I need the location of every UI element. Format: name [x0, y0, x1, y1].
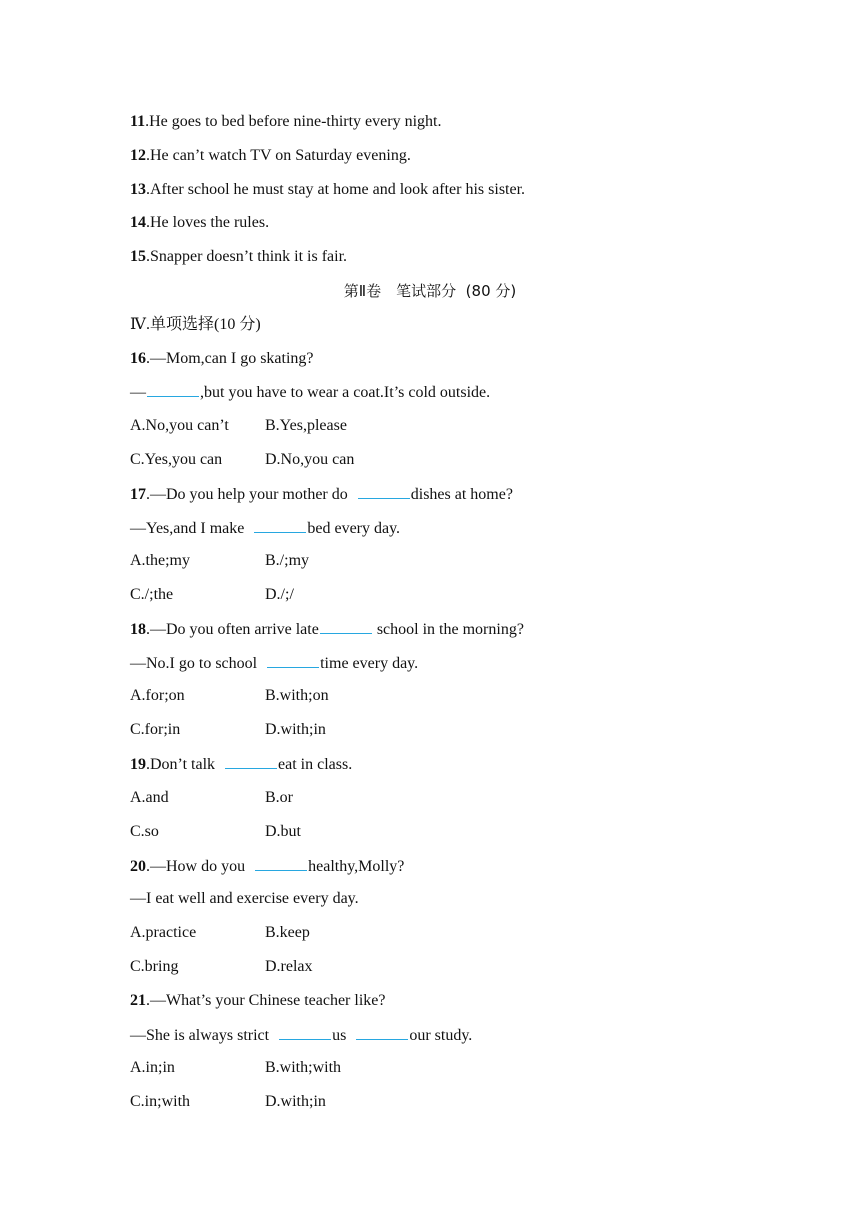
question-text: school in the morning?: [372, 621, 524, 638]
question-number: 18: [130, 621, 146, 638]
option-a: A.for;on: [130, 687, 185, 704]
reply-text: bed every day.: [307, 520, 401, 537]
question-20-stem: [130, 856, 404, 877]
item-text: .He can’t watch TV on Saturday evening.: [146, 147, 411, 164]
answer-blank: [225, 754, 277, 769]
item-text: .He loves the rules.: [146, 214, 270, 231]
reply-text: —No.I go to school: [130, 655, 262, 672]
question-number: 16: [130, 350, 146, 367]
question-18-reply: [130, 653, 418, 674]
question-text: .—What’s your Chinese teacher like?: [146, 992, 386, 1009]
reply-text: —She is always strict: [130, 1027, 274, 1044]
option-b: B.with;with: [265, 1059, 342, 1076]
question-number: 21: [130, 992, 146, 1009]
option-b: B.keep: [265, 924, 310, 941]
part-title: 第Ⅱ卷 笔试部分 (80 分): [343, 282, 517, 300]
item-14: [130, 213, 269, 233]
option-b: B.with;on: [265, 687, 329, 704]
item-text: .He goes to bed before nine-thirty every night.: [145, 113, 442, 130]
option-c: C.bring: [130, 958, 179, 975]
reply-prefix: —: [130, 384, 146, 401]
answer-blank: [358, 484, 410, 499]
question-number: 19: [130, 756, 146, 773]
item-13: [130, 180, 525, 200]
option-b: B./;my: [265, 552, 310, 569]
reply-text: our study.: [409, 1027, 473, 1044]
reply-text: ,but you have to wear a coat.It’s cold outside.: [200, 384, 491, 401]
question-number: 20: [130, 858, 146, 875]
item-text: .After school he must stay at home and look after his sister.: [146, 181, 526, 198]
item-number: 14: [130, 214, 146, 231]
section-title: Ⅳ.单项选择(10 分): [130, 316, 261, 333]
question-21-reply: [130, 1025, 472, 1046]
question-text: eat in class.: [278, 756, 353, 773]
option-a: A.the;my: [130, 552, 190, 569]
question-17-reply: [130, 518, 400, 539]
option-d: D.with;in: [265, 1093, 326, 1110]
answer-blank: [267, 653, 319, 668]
option-d: D./;/: [265, 586, 294, 603]
item-text: .Snapper doesn’t think it is fair.: [146, 248, 348, 265]
option-c: C.Yes,you can: [130, 451, 223, 468]
item-number: 15: [130, 248, 146, 265]
answer-blank: [254, 518, 306, 533]
option-d: D.relax: [265, 958, 313, 975]
option-d: D.but: [265, 823, 301, 840]
option-b: B.or: [265, 789, 293, 806]
answer-blank: [147, 382, 199, 397]
question-19-stem: [130, 754, 352, 775]
question-text: .—How do you: [146, 858, 250, 875]
item-15: [130, 247, 347, 267]
option-a: A.No,you can’t: [130, 417, 229, 434]
option-c: C./;the: [130, 586, 174, 603]
answer-blank: [255, 856, 307, 871]
question-text: healthy,Molly?: [308, 858, 405, 875]
reply-text: time every day.: [320, 655, 419, 672]
option-d: D.with;in: [265, 721, 326, 738]
option-c: C.for;in: [130, 721, 181, 738]
question-number: 17: [130, 486, 146, 503]
option-c: C.in;with: [130, 1093, 191, 1110]
option-d: D.No,you can: [265, 451, 355, 468]
question-text: .—Do you help your mother do: [146, 486, 352, 503]
question-text: .—Do you often arrive late: [146, 621, 319, 638]
option-c: C.so: [130, 823, 159, 840]
question-16-reply: [130, 382, 490, 403]
answer-blank: [356, 1025, 408, 1040]
option-a: A.and: [130, 789, 169, 806]
answer-blank: [279, 1025, 331, 1040]
question-20-reply: —I eat well and exercise every day.: [130, 890, 359, 907]
question-16-stem: [130, 349, 314, 369]
item-number: 13: [130, 181, 146, 198]
item-number: 11: [130, 113, 146, 130]
option-b: B.Yes,please: [265, 417, 347, 434]
question-text: dishes at home?: [410, 486, 513, 503]
item-12: [130, 146, 411, 166]
answer-blank: [320, 619, 372, 634]
item-11: [130, 112, 441, 132]
item-number: 12: [130, 147, 146, 164]
reply-text: —Yes,and I make: [130, 520, 249, 537]
question-21-stem: [130, 991, 385, 1011]
option-a: A.in;in: [130, 1059, 175, 1076]
question-text: .—Mom,can I go skating?: [146, 350, 314, 367]
question-text: .Don’t talk: [146, 756, 220, 773]
question-18-stem: [130, 619, 524, 640]
question-17-stem: [130, 484, 513, 505]
option-a: A.practice: [130, 924, 197, 941]
reply-text: us: [332, 1027, 351, 1044]
